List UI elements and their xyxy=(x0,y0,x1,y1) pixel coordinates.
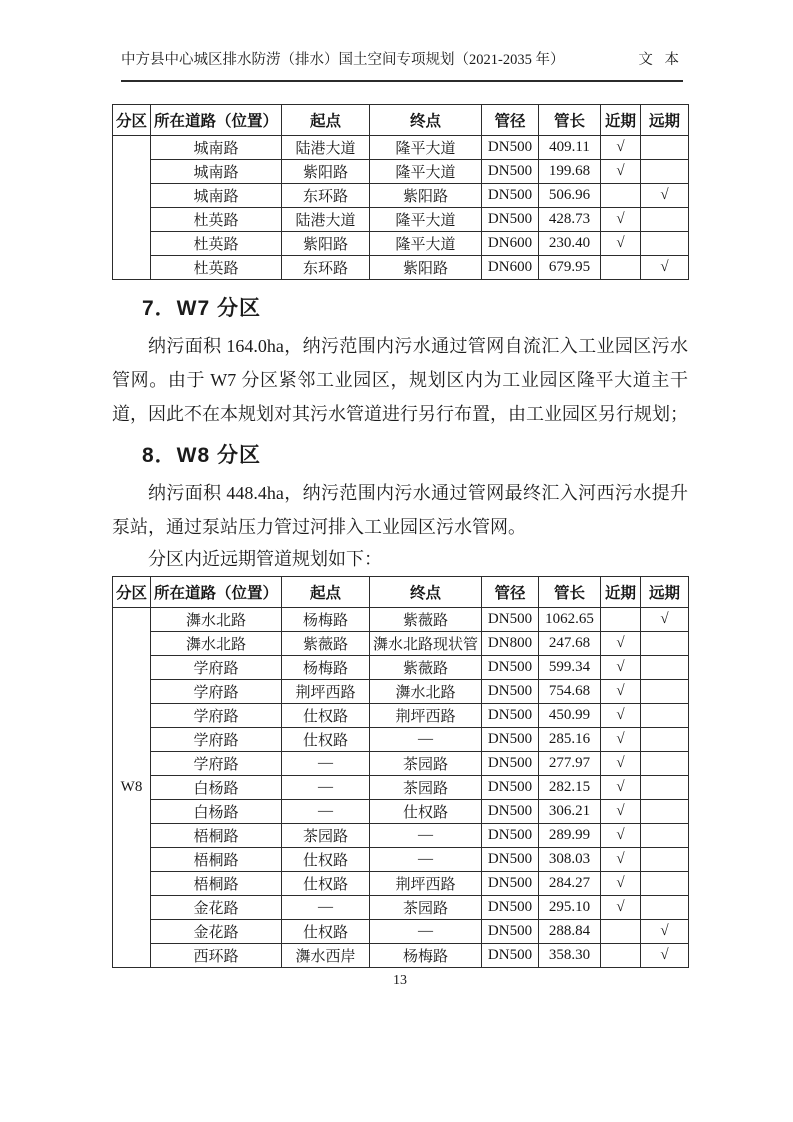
cell-start: 仕权路 xyxy=(282,704,370,728)
cell-road: 学府路 xyxy=(151,680,282,704)
cell-diameter: DN500 xyxy=(482,656,539,680)
cell-end: 茶园路 xyxy=(370,776,482,800)
cell-end: 杨梅路 xyxy=(370,944,482,968)
cell-far: √ xyxy=(641,184,689,208)
page-content xyxy=(112,104,688,989)
cell-start: 陆港大道 xyxy=(282,136,370,160)
col-header-start: 起点 xyxy=(282,577,370,608)
cell-diameter: DN500 xyxy=(482,680,539,704)
table-row xyxy=(113,944,689,968)
col-header-road: 所在道路（位置） xyxy=(151,105,282,136)
cell-far: √ xyxy=(641,608,689,632)
cell-length: 450.99 xyxy=(539,704,601,728)
cell-far: √ xyxy=(641,920,689,944)
col-header-diameter: 管径 xyxy=(482,105,539,136)
cell-end: — xyxy=(370,728,482,752)
cell-length: 306.21 xyxy=(539,800,601,824)
cell-end: 仕权路 xyxy=(370,800,482,824)
cell-zone xyxy=(113,136,151,280)
table-header xyxy=(113,105,689,136)
cell-road: 学府路 xyxy=(151,704,282,728)
cell-start: 杨梅路 xyxy=(282,608,370,632)
table-header-row xyxy=(113,577,689,608)
cell-end: 隆平大道 xyxy=(370,160,482,184)
cell-road: 梧桐路 xyxy=(151,824,282,848)
cell-far xyxy=(641,776,689,800)
cell-near: √ xyxy=(601,848,641,872)
cell-diameter: DN600 xyxy=(482,232,539,256)
cell-start: 仕权路 xyxy=(282,872,370,896)
cell-near xyxy=(601,256,641,280)
cell-near xyxy=(601,608,641,632)
cell-far xyxy=(641,872,689,896)
section-heading-w7: 7．W7 分区 xyxy=(142,297,262,320)
cell-start: — xyxy=(282,800,370,824)
cell-far xyxy=(641,632,689,656)
table-row xyxy=(113,632,689,656)
cell-start: 紫阳路 xyxy=(282,232,370,256)
table-row xyxy=(113,920,689,944)
cell-far xyxy=(641,656,689,680)
table-row xyxy=(113,704,689,728)
cell-length: 409.11 xyxy=(539,136,601,160)
cell-road: 梧桐路 xyxy=(151,872,282,896)
cell-near: √ xyxy=(601,632,641,656)
cell-near: √ xyxy=(601,208,641,232)
page-number: 13 xyxy=(393,973,407,988)
table-row xyxy=(113,256,689,280)
cell-near: √ xyxy=(601,232,641,256)
cell-diameter: DN500 xyxy=(482,800,539,824)
cell-length: 230.40 xyxy=(539,232,601,256)
cell-start: 东环路 xyxy=(282,184,370,208)
cell-near: √ xyxy=(601,824,641,848)
cell-length: 277.97 xyxy=(539,752,601,776)
cell-end: — xyxy=(370,848,482,872)
cell-road: 学府路 xyxy=(151,656,282,680)
cell-start: 荆坪西路 xyxy=(282,680,370,704)
cell-far xyxy=(641,704,689,728)
cell-road: 城南路 xyxy=(151,136,282,160)
cell-road: 㵲水北路 xyxy=(151,608,282,632)
header-doc-type: 文 本 xyxy=(638,52,683,68)
cell-diameter: DN500 xyxy=(482,208,539,232)
cell-far xyxy=(641,896,689,920)
cell-start: 杨梅路 xyxy=(282,656,370,680)
cell-road: 白杨路 xyxy=(151,800,282,824)
cell-end: 茶园路 xyxy=(370,752,482,776)
col-header-far-term: 远期 xyxy=(641,105,689,136)
col-header-end: 终点 xyxy=(370,105,482,136)
cell-road: 杜英路 xyxy=(151,256,282,280)
cell-end: 紫阳路 xyxy=(370,256,482,280)
cell-end: 隆平大道 xyxy=(370,136,482,160)
cell-length: 599.34 xyxy=(539,656,601,680)
table-row xyxy=(113,184,689,208)
cell-far xyxy=(641,824,689,848)
cell-diameter: DN500 xyxy=(482,752,539,776)
cell-far xyxy=(641,800,689,824)
cell-diameter: DN500 xyxy=(482,608,539,632)
cell-start: — xyxy=(282,776,370,800)
cell-start: 㵲水西岸 xyxy=(282,944,370,968)
cell-end: 荆坪西路 xyxy=(370,704,482,728)
cell-diameter: DN500 xyxy=(482,824,539,848)
cell-diameter: DN500 xyxy=(482,776,539,800)
cell-near: √ xyxy=(601,136,641,160)
cell-end: 茶园路 xyxy=(370,896,482,920)
cell-road: 梧桐路 xyxy=(151,848,282,872)
cell-end: 紫薇路 xyxy=(370,656,482,680)
col-header-end: 终点 xyxy=(370,577,482,608)
cell-start: 仕权路 xyxy=(282,920,370,944)
section-paragraph-w7: 纳污面积 164.0ha，纳污范围内污水通过管网自流汇入工业园区污水管网。由于 W7 分区紧邻工业园区，规划区内为工业园区隆平大道主干道，因此不在本规划对其污水管道进行另行布置，由工业园区另行规划； xyxy=(112,336,688,424)
cell-start: — xyxy=(282,896,370,920)
cell-road: 杜英路 xyxy=(151,232,282,256)
table-lead-in-text: 分区内近远期管道规划如下： xyxy=(148,549,382,569)
col-header-diameter: 管径 xyxy=(482,577,539,608)
pipeline-table-continued xyxy=(112,104,689,280)
cell-far xyxy=(641,160,689,184)
cell-diameter: DN500 xyxy=(482,896,539,920)
cell-length: 358.30 xyxy=(539,944,601,968)
cell-road: 城南路 xyxy=(151,184,282,208)
cell-length: 754.68 xyxy=(539,680,601,704)
table-header xyxy=(113,577,689,608)
cell-near: √ xyxy=(601,776,641,800)
table-row xyxy=(113,232,689,256)
cell-road: 西环路 xyxy=(151,944,282,968)
table-row xyxy=(113,896,689,920)
cell-start: 陆港大道 xyxy=(282,208,370,232)
cell-far: √ xyxy=(641,944,689,968)
col-header-length: 管长 xyxy=(539,577,601,608)
table-row xyxy=(113,848,689,872)
cell-near: √ xyxy=(601,160,641,184)
col-header-far-term: 远期 xyxy=(641,577,689,608)
cell-length: 295.10 xyxy=(539,896,601,920)
cell-diameter: DN500 xyxy=(482,872,539,896)
table-body xyxy=(113,608,689,968)
col-header-length: 管长 xyxy=(539,105,601,136)
cell-diameter: DN500 xyxy=(482,920,539,944)
cell-length: 428.73 xyxy=(539,208,601,232)
header-title: 中方县中心城区排水防涝（排水）国土空间专项规划（2021-2035 年） xyxy=(121,52,565,68)
cell-length: 284.27 xyxy=(539,872,601,896)
page-header xyxy=(121,48,683,82)
cell-road: 学府路 xyxy=(151,728,282,752)
cell-diameter: DN600 xyxy=(482,256,539,280)
cell-road: 白杨路 xyxy=(151,776,282,800)
table-row xyxy=(113,608,689,632)
cell-far xyxy=(641,680,689,704)
cell-near: √ xyxy=(601,800,641,824)
cell-length: 1062.65 xyxy=(539,608,601,632)
cell-road: 杜英路 xyxy=(151,208,282,232)
cell-near xyxy=(601,920,641,944)
cell-start: 仕权路 xyxy=(282,728,370,752)
cell-far xyxy=(641,752,689,776)
table-row xyxy=(113,680,689,704)
table-row xyxy=(113,800,689,824)
cell-near: √ xyxy=(601,656,641,680)
cell-zone: W8 xyxy=(113,608,151,968)
cell-far: √ xyxy=(641,256,689,280)
cell-near: √ xyxy=(601,680,641,704)
cell-far xyxy=(641,208,689,232)
cell-near: √ xyxy=(601,896,641,920)
cell-end: 紫阳路 xyxy=(370,184,482,208)
cell-start: 紫阳路 xyxy=(282,160,370,184)
cell-road: 金花路 xyxy=(151,920,282,944)
cell-near: √ xyxy=(601,752,641,776)
cell-length: 288.84 xyxy=(539,920,601,944)
cell-diameter: DN500 xyxy=(482,944,539,968)
table-row xyxy=(113,160,689,184)
cell-near: √ xyxy=(601,872,641,896)
section-heading-w8: 8．W8 分区 xyxy=(142,444,262,467)
table-row xyxy=(113,656,689,680)
cell-near xyxy=(601,184,641,208)
cell-end: 隆平大道 xyxy=(370,208,482,232)
cell-end: 隆平大道 xyxy=(370,232,482,256)
cell-length: 289.99 xyxy=(539,824,601,848)
table-row xyxy=(113,824,689,848)
cell-end: 㵲水北路现状管 xyxy=(370,632,482,656)
table-row xyxy=(113,136,689,160)
cell-diameter: DN500 xyxy=(482,728,539,752)
cell-length: 282.15 xyxy=(539,776,601,800)
col-header-near-term: 近期 xyxy=(601,105,641,136)
cell-diameter: DN800 xyxy=(482,632,539,656)
table-row xyxy=(113,728,689,752)
cell-far xyxy=(641,232,689,256)
cell-length: 199.68 xyxy=(539,160,601,184)
cell-start: 茶园路 xyxy=(282,824,370,848)
table-row xyxy=(113,776,689,800)
cell-near: √ xyxy=(601,704,641,728)
table-row xyxy=(113,752,689,776)
pipeline-table-w8 xyxy=(112,576,689,968)
cell-far xyxy=(641,728,689,752)
table-row xyxy=(113,872,689,896)
cell-length: 679.95 xyxy=(539,256,601,280)
cell-end: — xyxy=(370,824,482,848)
cell-length: 285.16 xyxy=(539,728,601,752)
cell-diameter: DN500 xyxy=(482,136,539,160)
cell-start: 紫薇路 xyxy=(282,632,370,656)
cell-far xyxy=(641,848,689,872)
cell-road: 城南路 xyxy=(151,160,282,184)
cell-end: 荆坪西路 xyxy=(370,872,482,896)
col-header-zone: 分区 xyxy=(113,577,151,608)
table-row xyxy=(113,208,689,232)
cell-diameter: DN500 xyxy=(482,848,539,872)
cell-road: 金花路 xyxy=(151,896,282,920)
cell-length: 506.96 xyxy=(539,184,601,208)
cell-length: 247.68 xyxy=(539,632,601,656)
cell-near xyxy=(601,944,641,968)
cell-near: √ xyxy=(601,728,641,752)
cell-start: 仕权路 xyxy=(282,848,370,872)
cell-length: 308.03 xyxy=(539,848,601,872)
section-paragraph-w8: 纳污面积 448.4ha，纳污范围内污水通过管网最终汇入河西污水提升泵站，通过泵站压力管过河排入工业园区污水管网。 xyxy=(112,483,688,537)
col-header-zone: 分区 xyxy=(113,105,151,136)
col-header-near-term: 近期 xyxy=(601,577,641,608)
cell-road: 学府路 xyxy=(151,752,282,776)
table-body xyxy=(113,136,689,280)
cell-far xyxy=(641,136,689,160)
cell-diameter: DN500 xyxy=(482,704,539,728)
cell-start: — xyxy=(282,752,370,776)
cell-diameter: DN500 xyxy=(482,184,539,208)
cell-start: 东环路 xyxy=(282,256,370,280)
cell-road: 㵲水北路 xyxy=(151,632,282,656)
table-header-row xyxy=(113,105,689,136)
cell-diameter: DN500 xyxy=(482,160,539,184)
cell-end: — xyxy=(370,920,482,944)
cell-end: 㵲水北路 xyxy=(370,680,482,704)
col-header-road: 所在道路（位置） xyxy=(151,577,282,608)
col-header-start: 起点 xyxy=(282,105,370,136)
cell-end: 紫薇路 xyxy=(370,608,482,632)
